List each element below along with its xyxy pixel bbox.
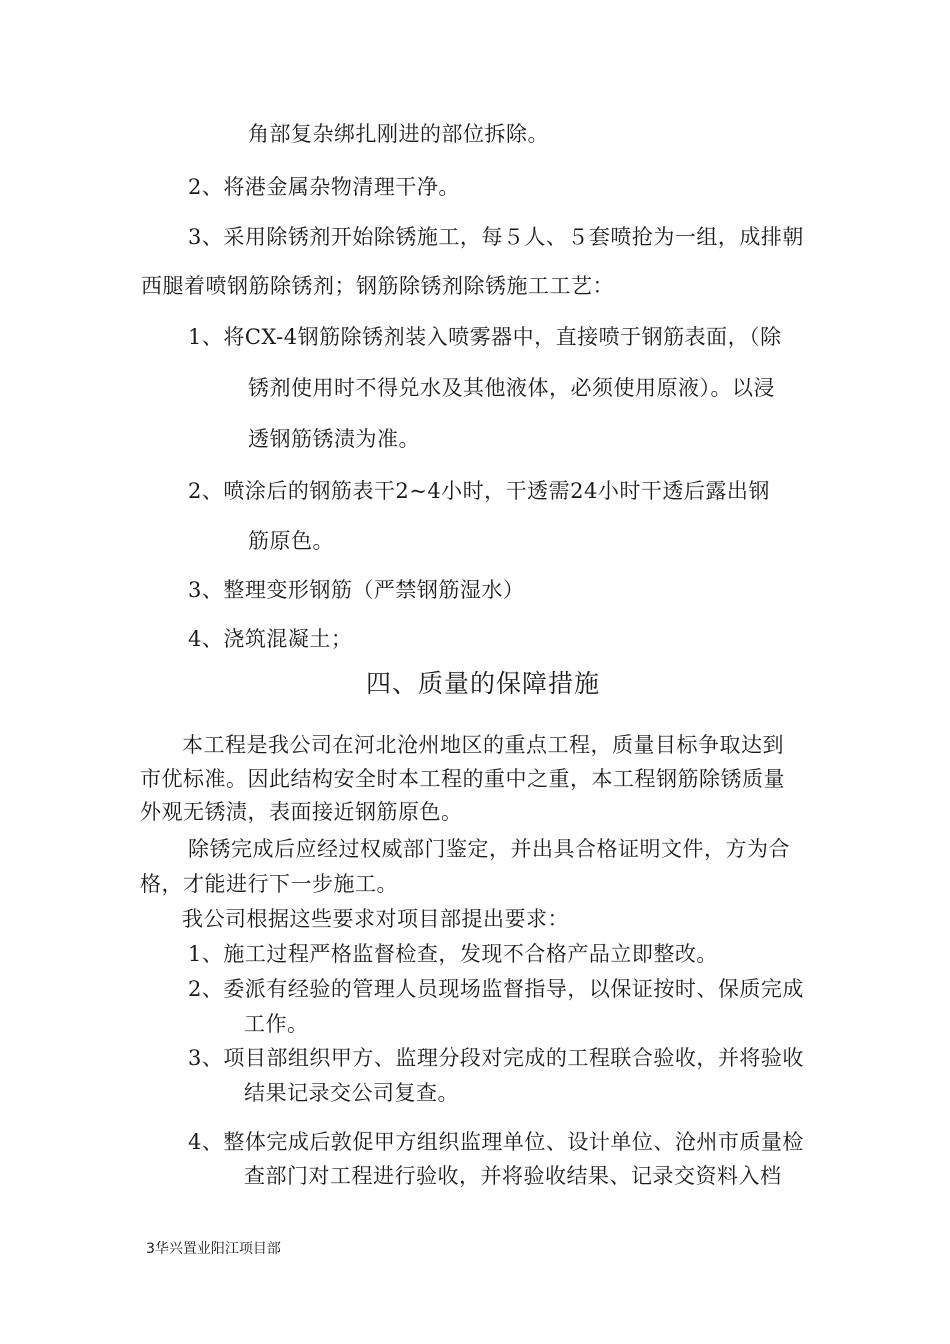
paragraph-line: 市优标准。因此结构安全时本工程的重中之重，本工程钢筋除锈质量 [140,767,785,791]
list-item: 3、采用除锈剂开始除锈施工，每５人、５套喷抢为一组，成排朝 [188,225,804,249]
paragraph-line: 格，才能进行下一步施工。 [140,872,398,896]
text-line: 结果记录交公司复查。 [244,1081,459,1105]
text-line: 查部门对工程进行验收，并将验收结果、记录交资料入档 [244,1164,782,1188]
text-line: 工作。 [244,1012,309,1036]
section-title: 四、质量的保障措施 [366,669,601,698]
list-item: 3、项目部组织甲方、监理分段对完成的工程联合验收，并将验收 [188,1046,804,1070]
list-item: 3、整理变形钢筋（严禁钢筋湿水） [188,578,525,602]
paragraph-line: 外观无锈渍，表面接近钢筋原色。 [140,800,463,824]
list-item: 4、整体完成后敦促甲方组织监理单位、设计单位、沧州市质量检 [188,1130,804,1154]
text-line: 西腿着喷钢筋除锈剂；钢筋除锈剂除锈施工工艺： [141,274,614,298]
list-item: 2、喷涂后的钢筋表干2~4小时，干透需24小时干透后露出钢 [188,479,770,503]
paragraph-line: 我公司根据这些要求对项目部提出要求： [182,907,569,931]
text-line: 角部复杂绑扎刚进的部位拆除。 [248,122,549,146]
page-footer: 3华兴置业阳江项目部 [146,1241,281,1257]
paragraph-line: 本工程是我公司在河北沧州地区的重点工程，质量目标争取达到 [182,733,784,757]
text-line: 透钢筋锈渍为准。 [248,427,420,451]
text-line: 筋原色。 [248,529,334,553]
list-item: 1、施工过程严格监督检查，发现不合格产品立即整改。 [188,942,718,966]
list-item: 2、将港金属杂物清理干净。 [188,175,460,199]
list-item: 1、将CX-4钢筋除锈剂装入喷雾器中，直接喷于钢筋表面，（除 [188,325,782,349]
list-item: 2、委派有经验的管理人员现场监督指导，以保证按时、保质完成 [188,977,804,1001]
text-line: 锈剂使用时不得兑水及其他液体，必须使用原液）。以浸 [248,376,775,400]
paragraph-line: 除锈完成后应经过权威部门鉴定，并出具合格证明文件，方为合 [188,837,790,861]
list-item: 4、浇筑混凝土； [188,627,353,651]
